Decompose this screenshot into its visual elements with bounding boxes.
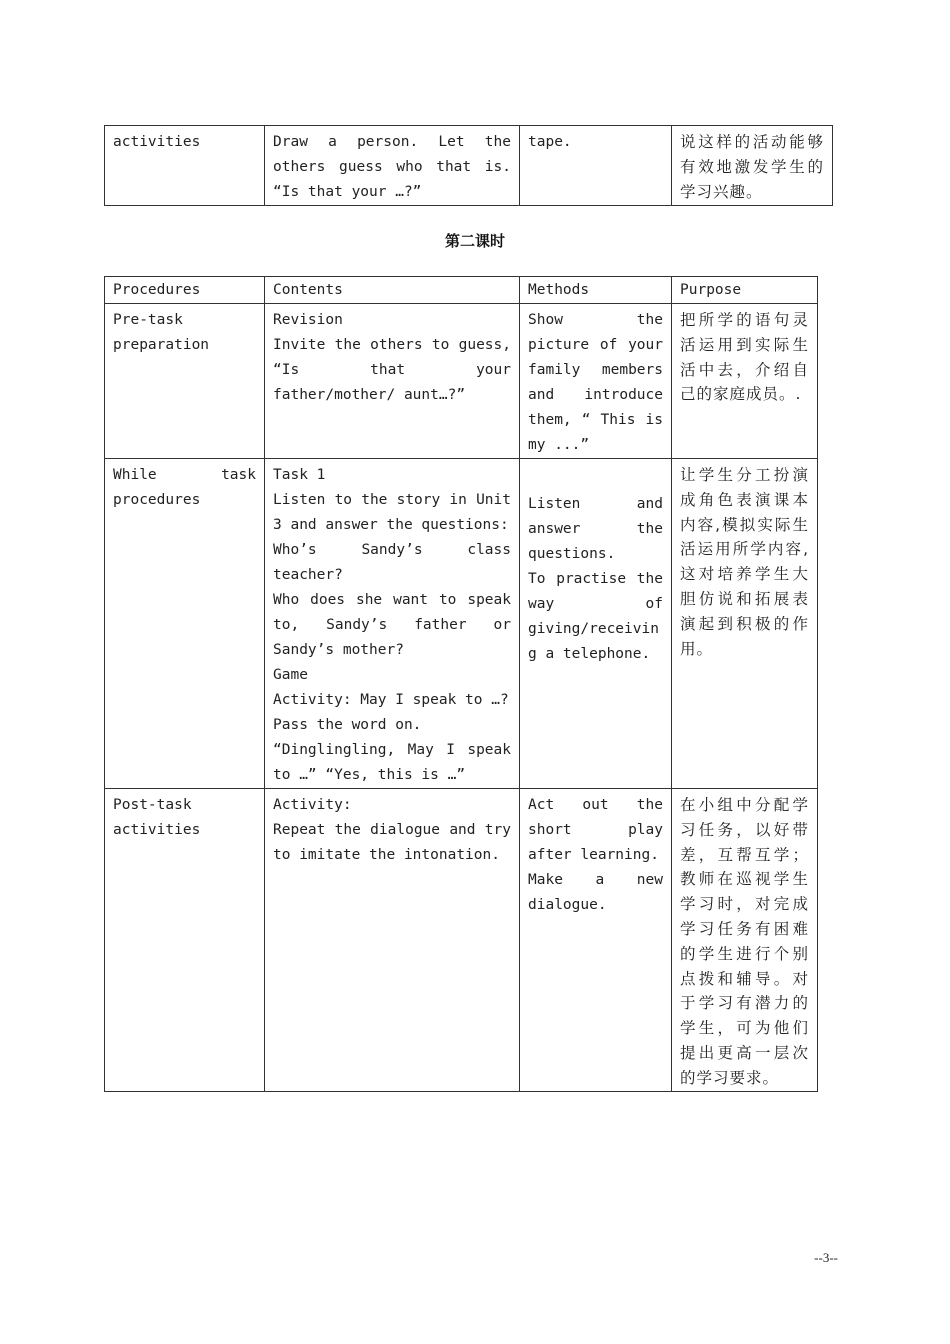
contents-cell: Task 1 Listen to the story in Unit 3 and answer the questions: Who’s Sandy’s class teacher? Who does she want to speak to, Sandy’s father or Sandy’s mother? Game Activity: May I speak to …? Pass the word on. “Dinglingling, May I speak to …” “Yes, this is …” (265, 459, 520, 789)
purpose-cell: 让学生分工扮演成角色表演课本内容,模拟实际生活运用所学内容,这对培养学生大胆仿说和拓展表演起到积极的作用。 (672, 459, 818, 789)
table-header-row (105, 277, 818, 304)
procedure-cell: Pre-task preparation (105, 304, 265, 459)
contents-cell: Revision Invite the others to guess, “Is that your father/mother/ aunt…?” (265, 304, 520, 459)
procedure-cell: While task procedures (105, 459, 265, 789)
purpose-cell: 把所学的语句灵活运用到实际生活中去，介绍自己的家庭成员。. (672, 304, 818, 459)
table-row (105, 126, 833, 206)
methods-cell: Listen and answer the questions. To practise the way of giving/receiving a telephone. (520, 459, 672, 789)
purpose-cell: 说这样的活动能够有效地激发学生的学习兴趣。 (672, 126, 833, 206)
contents-cell: Draw a person. Let the others guess who that is. “Is that your …?” (265, 126, 520, 206)
table-row (105, 459, 818, 789)
continued-table (104, 125, 833, 206)
methods-cell: Act out the short play after learning. Make a new dialogue. (520, 789, 672, 1092)
header-contents: Contents (265, 277, 520, 304)
header-purpose: Purpose (672, 277, 818, 304)
header-procedures: Procedures (105, 277, 265, 304)
page-number: --3-- (814, 1250, 838, 1265)
table-row (105, 304, 818, 459)
table-row (105, 789, 818, 1092)
purpose-cell: 在小组中分配学习任务，以好带差，互帮互学；教师在巡视学生学习时，对完成学习任务有困难的学生进行个别点拨和辅导。对于学习有潜力的学生，可为他们提出更高一层次的学习要求。 (672, 789, 818, 1092)
procedure-cell: Post-task activities (105, 789, 265, 1092)
procedure-cell: activities (105, 126, 265, 206)
methods-cell: tape. (520, 126, 672, 206)
lesson-plan-table (104, 276, 818, 1092)
header-methods: Methods (520, 277, 672, 304)
methods-cell: Show the picture of your family members and introduce them, “ This is my ...” (520, 304, 672, 459)
lesson-title: 第二课时 (444, 232, 505, 250)
contents-cell: Activity: Repeat the dialogue and try to imitate the intonation. (265, 789, 520, 1092)
